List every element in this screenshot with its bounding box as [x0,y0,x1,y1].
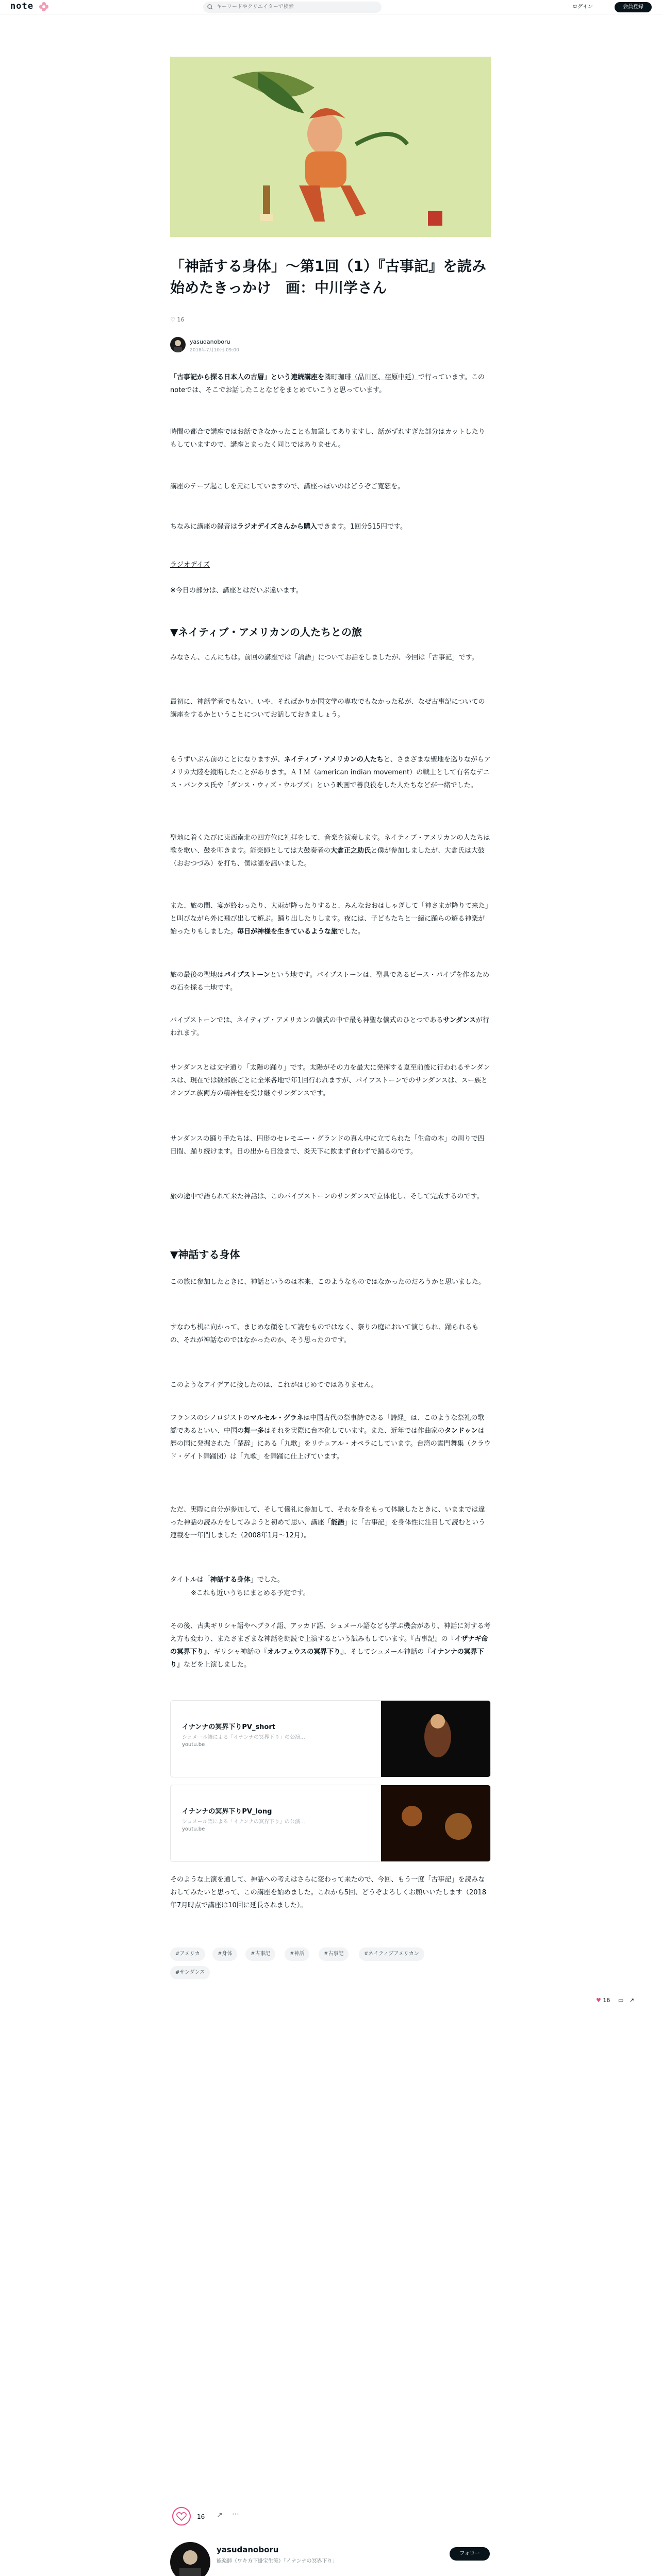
s2-paragraph-4 [170,1412,491,1463]
note-paragraph: ※今日の部分は、講座とはだいぶ違います。 [170,587,303,595]
s1-paragraph-5 [170,900,491,938]
search-input[interactable] [203,2,382,13]
s1p3-b: ネイティブ・アメリカンの人たち [284,756,384,764]
s2p5-a: ただ、実際に自分が参加して、そして儀礼に参加して、それを身をもって体験したときに、いままでは違った神話の読み方をしてみようと初めて思い、講座「 [170,1506,485,1527]
article-title: 「神話する身体」〜第1回（1）『古事記』を読み始めたきっかけ 画：中川学さん [170,258,486,296]
s1p4-b: 大倉正之助氏 [330,847,371,855]
author-name[interactable]: yasudanoboru [190,338,230,345]
like-count: 16 [177,316,185,323]
hero-illustration [170,57,491,237]
s2p6-a: タイトルは「 [170,1576,210,1584]
signup-button[interactable]: 会員登録 [615,2,652,12]
tag[interactable]: #身体 [212,1947,237,1961]
more-icon[interactable]: ⋯ [232,2510,239,2518]
p4-a: ちなみに講座の録音は [170,523,238,531]
author-row[interactable] [170,337,376,354]
login-button[interactable]: ログイン [572,4,593,10]
s2p6-c: 」でした。 [250,1576,284,1584]
s1p4-a: 聖地に着くたびに東西南北の四方位に礼拝をして、音楽を演奏します。ネイティブ・アメリカンの人たちは歌を歌い、鼓を叩きます。能楽師としては大鼓奏者の [170,834,490,855]
embed-desc: シュメール語による「イナンナの冥界下り」の公演... [182,1735,305,1740]
p4-b: ラジオデイズさんから購入 [237,523,317,531]
s1-paragraph-7 [170,1014,491,1040]
floating-like-row [596,1997,634,2004]
embed-site: youtu.be [182,1742,205,1748]
s2p4-b: マルセル・グラネ [250,1414,304,1422]
like-count-bottom: 16 [197,2513,205,2520]
share-icon[interactable]: ↗ [629,1997,634,2004]
embed-site: youtu.be [182,1826,205,1832]
radiodays-link[interactable]: ラジオデイズ [170,561,210,569]
s2-paragraph-1: この旅に参加したときに、神話というのは本来、このようなものではなかったのだろうかと思いました。 [170,1278,486,1286]
intro-rest: で行っています。このnoteでは、そこでお話したことなどをまとめていこうと思っています。 [170,374,485,394]
s2p6-b: 神話する身体 [210,1576,251,1584]
s2p8-e: 』、そしてシュメール神話の『 [340,1648,431,1656]
s2-paragraph-6 [170,1573,491,1586]
search-icon [207,4,213,10]
s1-paragraph-1: みなさん、こんにちは。前回の講座では「論語」についてお話をしましたが、今回は「古事記」です。 [170,654,478,662]
flower-icon [38,1,49,12]
tag[interactable]: #サンダンス [170,1966,210,1979]
s1-paragraph-2: 最初に、神話学者でもない、いや、そればかりか国文学の専攻でもなかった私が、なぜ古事記についての講座をするかということについてお話しておきましょう。 [170,698,485,719]
s1p7-b: サンダンス [443,1016,476,1024]
s1-paragraph-10: 旅の途中で語られて来た神話は、このパイプストーンのサンダンスで立体化し、そして完成するのです。 [170,1193,484,1200]
comment-icon[interactable]: ▭ [618,1997,624,2004]
tag[interactable]: #ネイティブアメリカン [359,1947,424,1961]
youtube-embed-short[interactable] [170,1700,491,1777]
site-header [0,0,662,14]
embed-thumbnail[interactable] [381,1785,491,1862]
s1p3-a: もうずいぶん前のことになりますが、 [170,756,285,764]
s2p8-a: その後、古典ギリシャ語やヘブライ語、アッカド語、シュメール語なども学ぶ機会があり、神話に対する考え方も変わり、またさまざまな神話を朗読で上演するという試みもしています。『古事記』の『 [170,1622,491,1643]
s2p4-f: タンドゥン [444,1427,478,1435]
s2p8-b: イザナギ命の冥界下り [170,1635,488,1656]
s1p6-c: という地です。パイプストーンは、聖具であるピース・パイプを作るための石を採る土地です。 [170,971,490,992]
like-button[interactable] [172,2507,191,2526]
heart-icon[interactable]: ♡ [170,316,175,323]
s2p4-g: は歴の国に発掘された「楚辞」にある「九歌」をリチュアル・オペラにしています。台湾の雲門舞集（クラウド・ゲイト舞踊団）は「九歌」を舞踊に仕上げています。 [170,1427,491,1461]
tag[interactable]: #アメリカ [170,1947,205,1961]
s1-paragraph-6 [170,969,491,994]
intro-paragraph-2: 時間の都合で講座ではお話できなかったことも加筆してありますし、話がずれすぎた部分はカットしたりもしていますので、講座とまったく同じではありません。 [170,428,485,449]
s2p8-f: イナンナの冥界下り [170,1648,484,1669]
s2p5-c: 」に「古事記」を身体性に注目して読むという連載を一年間しました（2008年1月〜12月）。 [170,1519,486,1539]
heart-icon[interactable]: ♥ [596,1997,601,2004]
s2p4-d: 舞一多 [244,1427,264,1435]
s2-paragraph-2: すなわち机に向かって、まじめな顔をして読むものではなく、祭りの庭において演じられ、踊られるもの、それが神話なのではなかったのか、そう思ったのです。 [170,1324,479,1344]
embed-thumbnail[interactable] [381,1701,491,1777]
s1p5-a: また、旅の間、宴が終わったり、大雨が降ったりすると、みんなおおはしゃぎして「神さまが降りて来た」と叫びながら外に飛び出して遊ぶ。踊り出したりします。夜には、子どもたちと一緒に踊らの遊る神楽が始ったりもしました。 [170,902,489,936]
s1p7-c: が行われます。 [170,1016,489,1037]
s2p8-d: オルフェウスの冥界下り [267,1648,341,1656]
intro-bold: 「古事記から探る日本人の古層」という連続講座を [170,374,325,381]
s2-paragraph-3: このようなアイデアに接したのは、これがはじめてではありません。 [170,1381,378,1389]
s2p8-g: 』などを上演しました。 [177,1661,251,1669]
youtube-embed-long[interactable] [170,1785,491,1862]
s1p6-a: 旅の最後の聖地は [170,971,224,979]
tag[interactable]: #古事記 [319,1947,349,1961]
s2p4-c: は中国古代の祭事詩である「詩経」は、このような祭礼の歌謡であるといい、中国の [170,1414,485,1435]
tag[interactable]: #神話 [285,1947,309,1961]
embed-title[interactable]: イナンナの冥界下りPV_long [182,1808,272,1816]
tag[interactable]: #古事記 [245,1947,275,1961]
s2p8-c: 』、ギリシャ神話の『 [204,1648,268,1656]
radiodays-link-row [170,558,491,571]
author-card-desc: 能楽師（ワキ方下掛宝生流）「イナンナの冥界下り」 [217,2558,338,2564]
avatar[interactable] [170,337,186,352]
note-logo[interactable]: note [10,1,34,11]
s1-paragraph-3 [170,753,491,792]
section-heading-body: ▼神話する身体 [170,1248,240,1261]
title-like-row [170,316,184,323]
s1p5-b: 毎日が神様を生きているような旅 [237,928,338,936]
s2-paragraph-7: ※これも近いうちにまとめる予定です。 [191,1589,310,1597]
cafe-link[interactable]: 隣町珈琲（品川区、荏原中延） [324,374,419,381]
s2p4-e: はそれを実際に台本化しています。また、近年では作曲家の [264,1427,444,1435]
intro-paragraph-1 [170,371,491,397]
intro-paragraph-4 [170,520,491,533]
section-heading-native-american: ▼ネイティブ・アメリカンの人たちとの旅 [170,626,362,638]
s3-paragraph-1: そのような上演を通して、神話への考えはさらに変わって来たので、今回、もう一度「古事記」を読みなおしてみたいと思って、この講座を始めました。これから5回、どうぞよろしくお願いいたします（2018年7月時点で講座は10回に延長されました）。 [170,1876,487,1909]
s2-paragraph-8 [170,1620,491,1671]
s1p6-b: パイプストーン [224,971,270,979]
floating-like-count: 16 [603,1997,610,2004]
s1-paragraph-8: サンダンスとは文字通り「太陽の踊り」です。太陽がその力を最大に発揮する夏至前後に行われるサンダンスは、現在では数部族ごとに全米各地で年1回行われますが、パイプストーンでのサンダンスは、スー族とオンブエ族両方の精神性を受け継ぐサンダンスです。 [170,1064,490,1097]
publish-date: 2018年7月10日 09:00 [190,348,239,353]
author-card-name[interactable]: yasudanoboru [217,2545,279,2554]
s1p4-c: と僕が参加しましたが、大倉氏は大鼓（おおつづみ）を打ち、僕は謡を謡いました。 [170,847,485,868]
s2p4-a: フランスのシノロジストの [170,1414,250,1422]
follow-button[interactable]: フォロー [450,2547,490,2561]
p4-c: できます。1回分515円です。 [317,523,407,531]
embed-title[interactable]: イナンナの冥界下りPV_short [182,1723,275,1731]
author-card-avatar[interactable] [170,2542,210,2576]
intro-paragraph-3: 講座のテープ起こしを元にしていますので、講座っぽいのはどうぞご寛恕を。 [170,483,405,490]
s1-paragraph-4 [170,832,491,870]
s2-paragraph-5 [170,1503,491,1542]
s1p5-c: でした。 [338,928,365,936]
embed-desc: シュメール語による「イナンナの冥界下り」の公演... [182,1819,305,1825]
share-icon[interactable]: ↗ [217,2511,223,2519]
hero-art [170,57,491,237]
s1p3-c: と、さまざまな聖地を巡りながらアメリカ大陸を縦断したことがあります。ＡＩＭ（american indian movement）の戦士として有名なデニス・バンクス氏や「ダンス・ウィズ・ウルブズ」という映画で善良役をした人たちなどが一緒でした。 [170,756,491,789]
s1-paragraph-9: サンダンスの踊り手たちは、円形のセレモニー・グランドの真ん中に立てられた「生命の木」の周りで四日間、踊り続けます。日の出から日没まで、炎天下に飲まず食わずで踊るのです。 [170,1135,485,1156]
s2p5-b: 能語 [331,1519,345,1527]
s1p7-a: パイプストーンでは、ネイティブ・アメリカンの儀式の中で最も神聖な儀式のひとつである [170,1016,443,1024]
